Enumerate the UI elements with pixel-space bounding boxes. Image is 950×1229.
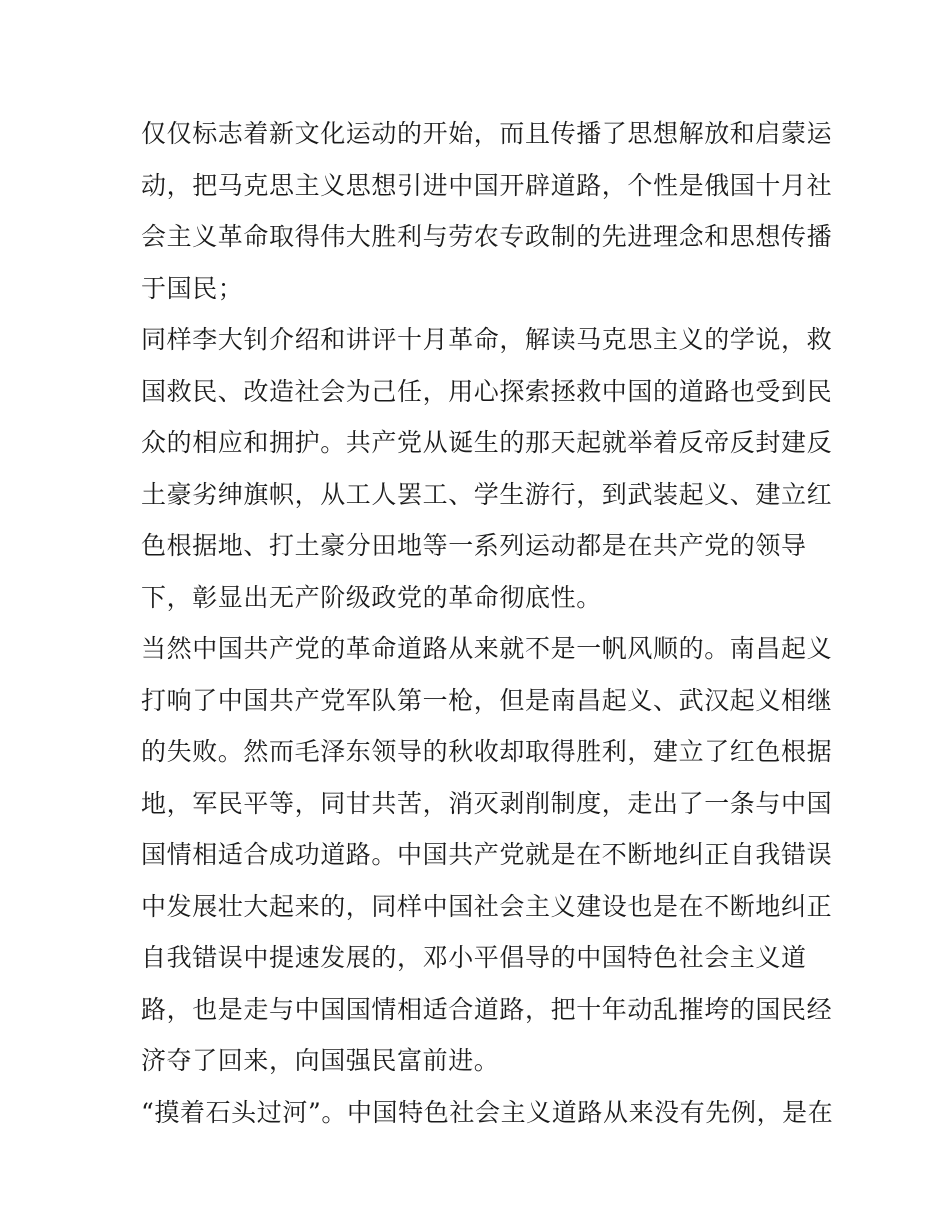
text-line: 同样李大钊介绍和讲评十月革命，解读马克思主义的学说，救 xyxy=(141,325,833,354)
text-line: “摸着石头过河”。中国特色社会主义道路从来没有先例，是在 xyxy=(141,1097,834,1127)
text-line: 打响了中国共产党军队第一枪，但是南昌起义、武汉起义相继 xyxy=(141,685,833,715)
text-line: 下，彰显出无产阶级政党的革命彻底性。 xyxy=(141,582,602,612)
text-line: 当然中国共产党的革命道路从来就不是一帆风顺的。南昌起义 xyxy=(141,634,833,663)
text-line: 的失败。然而毛泽东领导的秋收却取得胜利，建立了红色根据 xyxy=(141,737,833,766)
text-line: 中发展壮大起来的，同样中国社会主义建设也是在不断地纠正 xyxy=(141,891,833,921)
body-text xyxy=(141,108,834,1138)
text-line: 会主义革命取得伟大胜利与劳农专政制的先进理念和思想传播 xyxy=(141,222,833,251)
text-line: 动，把马克思主义思想引进中国开辟道路，个性是俄国十月社 xyxy=(141,170,833,200)
text-line: 仅仅标志着新文化运动的开始，而且传播了思想解放和启蒙运 xyxy=(141,119,833,148)
text-line: 自我错误中提速发展的，邓小平倡导的中国特色社会主义道 xyxy=(141,943,807,972)
text-line: 国救民、改造社会为己任，用心探索拯救中国的道路也受到民 xyxy=(141,376,833,406)
text-line: 地，军民平等，同甘共苦，消灭剥削制度，走出了一条与中国 xyxy=(141,788,833,818)
text-line: 济夺了回来，向国强民富前进。 xyxy=(141,1046,500,1075)
text-line: 众的相应和拥护。共产党从诞生的那天起就举着反帝反封建反 xyxy=(141,428,833,457)
text-line: 土豪劣绅旗帜，从工人罢工、学生游行，到武装起义、建立红 xyxy=(141,479,833,509)
text-line: 路，也是走与中国国情相适合道路，把十年动乱摧垮的国民经 xyxy=(141,994,833,1024)
text-line: 国情相适合成功道路。中国共产党就是在不断地纠正自我错误 xyxy=(141,840,833,869)
text-line: 于国民； xyxy=(141,273,244,303)
text-line: 色根据地、打土豪分田地等一系列运动都是在共产党的领导 xyxy=(141,531,807,560)
